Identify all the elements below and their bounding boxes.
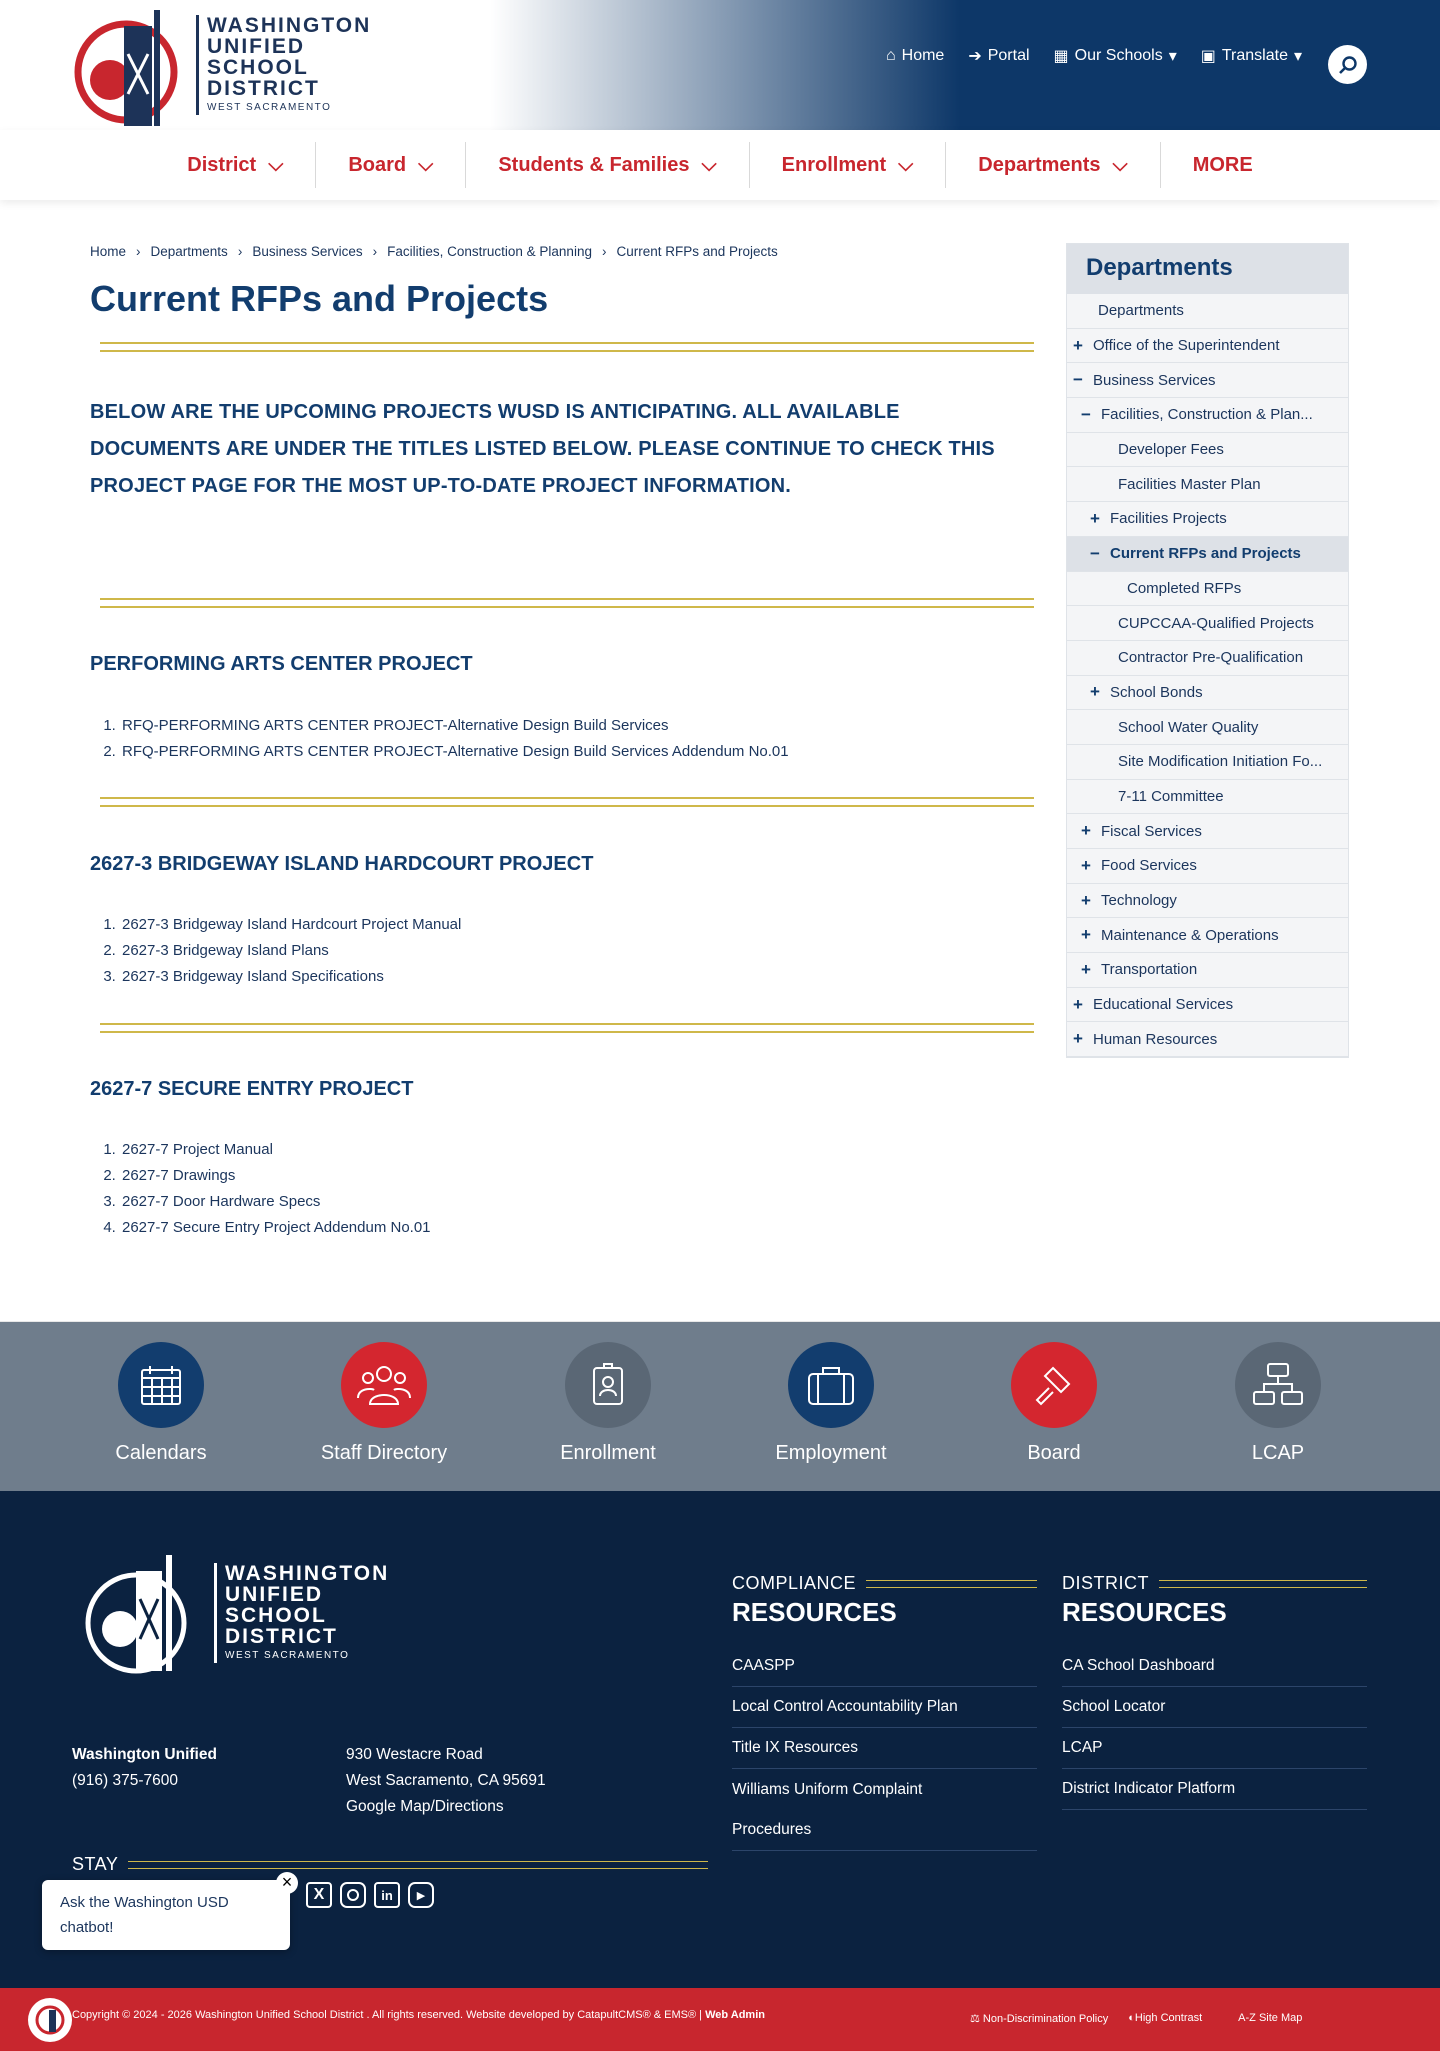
- quicklink-staff-directory[interactable]: [304, 1342, 464, 1465]
- nav-label: Departments: [978, 153, 1101, 176]
- document-link[interactable]: 3. 2627-7 Door Hardware Specs: [120, 1189, 431, 1215]
- org-chart-icon: [1250, 1362, 1306, 1408]
- quicklink-board[interactable]: [974, 1342, 1134, 1465]
- copyright-line: Copyright © 2024 - 2026 Washington Unified School District . All rights reserved. Website developed by CatapultCMS® & EMS® |: [72, 2009, 703, 2021]
- quicklink-label: Employment: [775, 1442, 887, 1464]
- nav-more[interactable]: [1161, 142, 1285, 188]
- footer-phone[interactable]: (916) 375-7600: [72, 1772, 178, 1789]
- site-header: [0, 0, 1440, 130]
- util-label: Translate: [1221, 47, 1288, 64]
- sidebar-item[interactable]: [1067, 780, 1348, 815]
- chevron-down-icon: ⌵: [898, 153, 914, 176]
- x-twitter-icon[interactable]: X: [306, 1882, 332, 1908]
- sidebar-item-label: School Water Quality: [1118, 718, 1259, 736]
- document-link[interactable]: 2. 2627-3 Bridgeway Island Plans: [120, 938, 461, 964]
- heading-small-label: DISTRICT: [1062, 1573, 1149, 1593]
- address-line: West Sacramento, CA 95691: [346, 1772, 546, 1789]
- chevron-down-icon: ⌵: [701, 153, 717, 176]
- sidebar-item-label: Technology: [1101, 892, 1177, 910]
- youtube-icon[interactable]: ▶: [408, 1882, 434, 1908]
- util-home[interactable]: [886, 47, 944, 65]
- sidebar-item-label: Contractor Pre-Qualification: [1118, 649, 1304, 667]
- quicklink-circle: [1011, 1342, 1097, 1428]
- footer-org-name: Washington Unified: [72, 1746, 217, 1763]
- caret-down-icon: ▾: [1293, 48, 1302, 65]
- sidebar-item[interactable]: [1067, 849, 1348, 884]
- document-list: [120, 713, 789, 765]
- nav-label: Students & Families: [498, 153, 690, 176]
- chevron-right-icon: ›: [136, 244, 141, 259]
- sidebar-title: Departments: [1067, 244, 1348, 294]
- heading-rule: [128, 1861, 708, 1869]
- stay-label: STAY: [72, 1854, 119, 1874]
- breadcrumb-link[interactable]: Business Services: [252, 244, 363, 259]
- expand-icon[interactable]: +: [1081, 855, 1091, 875]
- footer-address: [346, 1742, 546, 1820]
- nav-label: Enrollment: [781, 153, 887, 176]
- util-translate[interactable]: [1201, 46, 1302, 66]
- nav-students-families[interactable]: [466, 142, 749, 188]
- legal-links: [970, 2012, 1302, 2025]
- sidebar-item-label: Facilities Master Plan: [1118, 475, 1261, 493]
- divider: [100, 1023, 1034, 1033]
- sidebar-item[interactable]: [1067, 433, 1348, 468]
- document-link[interactable]: 3. 2627-3 Bridgeway Island Specifications: [120, 964, 461, 990]
- footer-link[interactable]: CAASPP: [732, 1646, 1037, 1687]
- logo-subtitle: WEST SACRAMENTO: [225, 1650, 350, 1661]
- school-icon: ▦: [1053, 48, 1069, 65]
- collapse-icon[interactable]: −: [1090, 543, 1100, 563]
- sidebar-item[interactable]: [1067, 988, 1348, 1023]
- sidebar-item[interactable]: [1067, 606, 1348, 641]
- divider: [100, 342, 1034, 352]
- breadcrumb-current: Current RFPs and Projects: [616, 244, 778, 259]
- footer-link[interactable]: LCAP: [1062, 1728, 1367, 1769]
- breadcrumb-link[interactable]: Home: [90, 244, 127, 259]
- document-link[interactable]: 1. 2627-7 Project Manual: [120, 1137, 431, 1163]
- util-our-schools[interactable]: [1054, 46, 1177, 66]
- sidebar-item-label: CUPCCAA-Qualified Projects: [1118, 614, 1314, 632]
- logo-line: WASHINGTON: [207, 14, 372, 37]
- contrast-icon: ◐: [1128, 2012, 1135, 2024]
- chevron-right-icon: ›: [601, 244, 607, 259]
- page-title: Current RFPs and Projects: [90, 278, 549, 319]
- document-link[interactable]: 4. 2627-7 Secure Entry Project Addendum No.01: [120, 1215, 431, 1241]
- collapse-icon[interactable]: −: [1081, 404, 1091, 424]
- legal-link-label: High Contrast: [1134, 2012, 1203, 2024]
- chatbot-prompt-text: Ask the Washington USD chatbot!: [60, 1894, 229, 1936]
- footer-link[interactable]: Local Control Accountability Plan: [732, 1687, 1037, 1728]
- footer-link[interactable]: District Indicator Platform: [1062, 1769, 1367, 1810]
- expand-icon[interactable]: +: [1081, 890, 1091, 910]
- portal-icon: ➔: [968, 48, 982, 65]
- document-link[interactable]: 1. 2627-3 Bridgeway Island Hardcourt Project Manual: [120, 912, 461, 938]
- nav-label: MORE: [1192, 153, 1253, 176]
- sidebar-item-label: Business Services: [1093, 371, 1216, 389]
- footer-link[interactable]: CA School Dashboard: [1062, 1646, 1367, 1687]
- footer-link[interactable]: Title IX Resources: [732, 1728, 1037, 1769]
- column-heading-big: RESOURCES: [1062, 1597, 1227, 1627]
- sidebar-item-label: Food Services: [1101, 857, 1197, 875]
- util-portal[interactable]: [968, 46, 1029, 66]
- sidebar-item[interactable]: [1067, 502, 1348, 537]
- sidebar-item-label: School Bonds: [1110, 683, 1203, 701]
- sidebar-item[interactable]: [1067, 537, 1348, 572]
- nav-label: Board: [348, 153, 407, 176]
- sidebar-item-label: Educational Services: [1093, 996, 1234, 1014]
- sidebar-item[interactable]: [1067, 745, 1348, 780]
- chatbot-icon: [34, 2004, 66, 2036]
- logo-line: SCHOOL: [207, 56, 309, 79]
- breadcrumb-link[interactable]: Departments: [150, 244, 228, 259]
- chevron-right-icon: ›: [372, 244, 378, 259]
- district-logo[interactable]: [72, 4, 371, 126]
- chevron-down-icon: ⌵: [1112, 153, 1128, 176]
- calendar-icon: [138, 1362, 184, 1408]
- quicklink-label: Enrollment: [560, 1442, 656, 1464]
- sidebar-item[interactable]: [1067, 1022, 1348, 1057]
- district-seal-icon: [72, 4, 182, 126]
- expand-icon[interactable]: +: [1081, 821, 1091, 841]
- quicklink-calendars[interactable]: [81, 1342, 241, 1465]
- expand-icon[interactable]: +: [1073, 994, 1083, 1014]
- search-icon: [1338, 55, 1358, 75]
- gavel-icon: [1031, 1362, 1077, 1408]
- legal-link[interactable]: A-Z Site Map: [1238, 2012, 1303, 2024]
- quicklink-circle: [118, 1342, 204, 1428]
- heading-rule: [866, 1580, 1037, 1588]
- compliance-resources: [732, 1573, 1037, 1851]
- column-heading-small: [1062, 1573, 1367, 1594]
- district-seal-icon: [80, 1551, 200, 1675]
- nav-departments[interactable]: [946, 142, 1160, 188]
- linkedin-icon[interactable]: in: [374, 1882, 400, 1908]
- intro-text: BELOW ARE THE UPCOMING PROJECTS WUSD IS ANTICIPATING. ALL AVAILABLE DOCUMENTS ARE UNDER THE TITLES LISTED BELOW. PLEASE CONTINUE TO CHECK THIS PROJECT PAGE FOR THE MOST UP-TO-DATE PROJECT INFORMATION.: [90, 401, 995, 497]
- quicklink-employment[interactable]: [751, 1342, 911, 1465]
- quicklink-enrollment[interactable]: [528, 1342, 688, 1465]
- document-link[interactable]: 2. 2627-7 Drawings: [120, 1163, 431, 1189]
- logo-line: UNIFIED: [207, 35, 305, 58]
- footer-link[interactable]: School Locator: [1062, 1687, 1367, 1728]
- social-icons: [306, 1882, 434, 1908]
- scale-icon: ⚖: [970, 2013, 983, 2025]
- footer-contact: [72, 1742, 217, 1794]
- legal-link-label: Non-Discrimination Policy: [982, 2013, 1109, 2025]
- sidebar-item[interactable]: [1067, 363, 1348, 398]
- address-line: 930 Westacre Road: [346, 1746, 483, 1763]
- footer-logo-wordmark: [214, 1563, 389, 1663]
- footer-logo[interactable]: [80, 1551, 389, 1675]
- copyright-text: [72, 2009, 765, 2021]
- sidebar-item[interactable]: [1067, 294, 1348, 329]
- sidebar-item[interactable]: [1067, 572, 1348, 607]
- sidebar-item[interactable]: [1067, 329, 1348, 364]
- caret-down-icon: ▾: [1168, 48, 1177, 65]
- breadcrumb-link[interactable]: Facilities, Construction & Planning: [387, 244, 592, 259]
- sidebar-item-label: 7-11 Committee: [1118, 787, 1224, 805]
- expand-icon[interactable]: +: [1090, 508, 1100, 528]
- quicklink-label: LCAP: [1251, 1442, 1305, 1464]
- quicklink-label: Staff Directory: [320, 1442, 448, 1464]
- quicklink-lcap[interactable]: [1198, 1342, 1358, 1465]
- chevron-down-icon: ⌵: [268, 153, 284, 176]
- badge-icon: [588, 1362, 628, 1408]
- home-icon: ⌂: [885, 47, 896, 64]
- column-heading-small: [732, 1573, 1037, 1594]
- document-link[interactable]: 1. RFQ-PERFORMING ARTS CENTER PROJECT-Alternative Design Build Services: [120, 713, 789, 739]
- close-icon[interactable]: ×: [276, 1872, 298, 1894]
- expand-icon[interactable]: +: [1081, 959, 1091, 979]
- footer-link[interactable]: Procedures: [732, 1810, 1037, 1851]
- logo-line: UNIFIED: [225, 1583, 323, 1606]
- nav-enrollment[interactable]: [750, 142, 947, 188]
- footer-link[interactable]: Williams Uniform Complaint: [732, 1780, 923, 1798]
- sidebar-item-label: Facilities, Construction & Plan...: [1101, 406, 1313, 424]
- section-heading: 2627-7 SECURE ENTRY PROJECT: [90, 1078, 414, 1100]
- translate-icon: ▣: [1200, 48, 1216, 65]
- people-icon: [356, 1362, 412, 1408]
- document-list: [120, 912, 461, 990]
- sidebar-item[interactable]: [1067, 814, 1348, 849]
- divider: [100, 598, 1034, 608]
- chevron-down-icon: ⌵: [418, 153, 434, 176]
- sidebar-item-label: Developer Fees: [1118, 441, 1224, 459]
- heading-rule: [1159, 1580, 1367, 1588]
- collapse-icon[interactable]: −: [1073, 370, 1083, 390]
- sidebar-item-label: Transportation: [1101, 961, 1198, 979]
- sidebar-item-label: Site Modification Initiation Fo...: [1118, 753, 1323, 771]
- sidebar-item[interactable]: [1067, 710, 1348, 745]
- stay-connected-heading: [72, 1854, 708, 1875]
- sidebar-item[interactable]: [1067, 918, 1348, 953]
- nav-label: District: [187, 153, 257, 176]
- legal-link[interactable]: [970, 2012, 1108, 2025]
- utility-nav: [886, 46, 1302, 66]
- logo-subtitle: WEST SACRAMENTO: [207, 102, 332, 113]
- search-button[interactable]: [1328, 45, 1367, 84]
- logo-line: SCHOOL: [225, 1604, 327, 1627]
- main-nav: [0, 130, 1440, 200]
- section-heading: PERFORMING ARTS CENTER PROJECT: [90, 653, 473, 675]
- sidebar-item[interactable]: [1067, 398, 1348, 433]
- quicklink-label: Calendars: [115, 1442, 207, 1464]
- district-resources: [1062, 1573, 1367, 1810]
- breadcrumb: [90, 244, 778, 259]
- sidebar-item-label: Departments: [1098, 302, 1184, 320]
- chatbot-prompt[interactable]: [42, 1872, 293, 1950]
- quicklink-circle: [1235, 1342, 1321, 1428]
- legal-link[interactable]: [1128, 2012, 1202, 2025]
- section-heading: 2627-3 BRIDGEWAY ISLAND HARDCOURT PROJECT: [90, 853, 594, 875]
- quick-links-bar: [0, 1321, 1440, 1491]
- copyright-bar: [0, 1988, 1440, 2051]
- sidebar-item-label: Completed RFPs: [1127, 579, 1242, 597]
- sidebar-item[interactable]: [1067, 676, 1348, 711]
- section-sidebar: [1066, 243, 1349, 1058]
- logo-line: DISTRICT: [207, 77, 320, 100]
- quicklink-circle: [565, 1342, 651, 1428]
- expand-icon[interactable]: +: [1073, 1029, 1083, 1049]
- quicklink-circle: [788, 1342, 874, 1428]
- chevron-right-icon: ›: [237, 244, 243, 259]
- logo-line: DISTRICT: [225, 1625, 338, 1648]
- util-label: Our Schools: [1074, 47, 1163, 64]
- column-heading-big: RESOURCES: [732, 1597, 897, 1627]
- expand-icon[interactable]: +: [1081, 925, 1091, 945]
- nav-district[interactable]: [155, 142, 316, 188]
- document-list: [120, 1137, 431, 1241]
- nav-board[interactable]: [316, 142, 466, 188]
- util-label: Home: [901, 47, 945, 64]
- util-label: Portal: [987, 47, 1030, 64]
- sidebar-item[interactable]: [1067, 467, 1348, 502]
- sidebar-item-label: Human Resources: [1093, 1030, 1218, 1048]
- instagram-icon[interactable]: [340, 1882, 366, 1908]
- expand-icon[interactable]: +: [1073, 335, 1083, 355]
- briefcase-icon: [806, 1362, 856, 1408]
- logo-line: WASHINGTON: [225, 1562, 390, 1585]
- web-admin-link[interactable]: Web Admin: [705, 2009, 765, 2021]
- document-link[interactable]: 2. RFQ-PERFORMING ARTS CENTER PROJECT-Alternative Design Build Services Addendum No.01: [120, 739, 789, 765]
- quicklink-circle: [341, 1342, 427, 1428]
- sidebar-item[interactable]: [1067, 641, 1348, 676]
- expand-icon[interactable]: +: [1090, 682, 1100, 702]
- logo-wordmark: [196, 15, 371, 115]
- quicklink-label: Board: [1027, 1442, 1081, 1464]
- sidebar-item-label: Facilities Projects: [1110, 510, 1227, 528]
- sidebar-item-label: Current RFPs and Projects: [1110, 545, 1301, 563]
- chatbot-launcher[interactable]: [28, 1998, 72, 2042]
- sidebar-item-label: Office of the Superintendent: [1093, 337, 1280, 355]
- sidebar-item-label: Fiscal Services: [1101, 822, 1202, 840]
- sidebar-item-label: Maintenance & Operations: [1101, 926, 1279, 944]
- divider: [100, 797, 1034, 807]
- heading-small-label: COMPLIANCE: [732, 1573, 857, 1593]
- map-link[interactable]: Google Map/Directions: [346, 1798, 504, 1815]
- sidebar-item[interactable]: [1067, 953, 1348, 988]
- sidebar-item[interactable]: [1067, 884, 1348, 919]
